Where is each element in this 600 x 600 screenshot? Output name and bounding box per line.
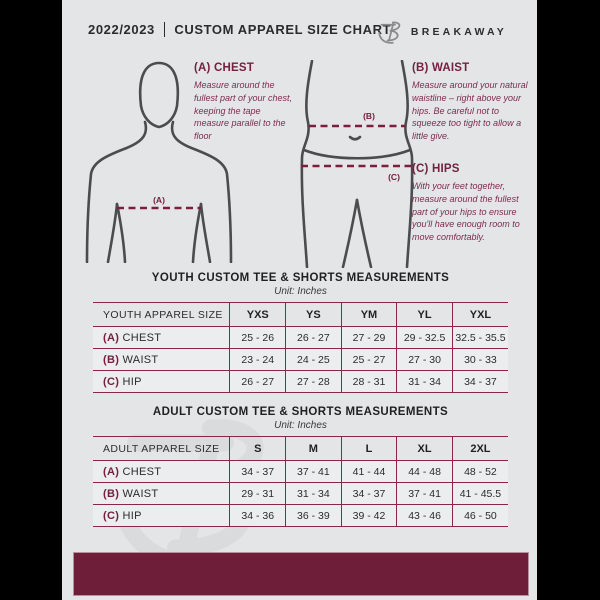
size-range-cell: 46 - 50 <box>452 505 508 527</box>
size-range-cell: 27 - 30 <box>397 349 453 371</box>
size-range-cell: 30 - 33 <box>452 349 508 371</box>
measurement-key: (A) <box>103 331 120 344</box>
measurement-name: CHEST <box>119 465 162 478</box>
footer-bar <box>73 552 529 596</box>
waist-instruction-title: (B) WAIST <box>412 62 470 74</box>
youth-size-table <box>93 302 508 393</box>
size-range-cell: 41 - 45.5 <box>452 483 508 505</box>
measurement-row <box>93 461 508 483</box>
adult-size-table <box>93 436 508 527</box>
measurement-key: (A) <box>103 465 120 478</box>
hips-instruction-text: With your feet together, measure around the fullest part of your hips to ensure you'll have enough room to move comfortably. <box>412 181 520 243</box>
size-range-cell: 27 - 28 <box>286 371 342 393</box>
size-range-cell: 43 - 46 <box>397 505 453 527</box>
size-range-cell: 44 - 48 <box>397 461 453 483</box>
measurement-row <box>93 349 508 371</box>
size-range-cell: 31 - 34 <box>397 371 453 393</box>
adult-section <box>93 406 508 527</box>
size-range-cell: 25 - 26 <box>230 327 286 349</box>
lower-body-figure <box>297 60 417 268</box>
size-range-cell: 26 - 27 <box>230 371 286 393</box>
page-title: CUSTOM APPAREL SIZE CHART <box>174 22 392 37</box>
measurement-row <box>93 371 508 393</box>
measurement-name: CHEST <box>119 331 162 344</box>
header-divider <box>164 22 166 37</box>
adult-section-unit: Unit: Inches <box>274 420 327 431</box>
page <box>62 0 537 600</box>
size-range-cell: 26 - 27 <box>286 327 342 349</box>
size-range-cell: 41 - 44 <box>341 461 397 483</box>
breakaway-logo-icon <box>377 18 404 45</box>
measurement-row-label <box>93 461 230 483</box>
size-range-cell: 31 - 34 <box>286 483 342 505</box>
row-label-column-header: ADULT APPAREL SIZE <box>103 442 220 455</box>
brand-name: BREAKAWAY <box>410 25 507 38</box>
measurement-name: HIP <box>119 375 142 388</box>
measurement-key: (C) <box>103 375 120 388</box>
row-label-column-header: YOUTH APPAREL SIZE <box>103 308 223 321</box>
measurement-key: (B) <box>103 353 120 366</box>
measurement-row-label <box>93 327 230 349</box>
size-range-cell: 34 - 36 <box>230 505 286 527</box>
adult-section-title: ADULT CUSTOM TEE & SHORTS MEASUREMENTS <box>152 406 449 418</box>
size-column-header: YXS <box>230 303 286 327</box>
size-range-cell: 23 - 24 <box>230 349 286 371</box>
size-range-cell: 28 - 31 <box>341 371 397 393</box>
waist-instruction-text: Measure around your natural waistline – right above your hips. Be careful not to squeeze too tight to allow a little give. <box>412 80 528 142</box>
measurement-name: HIP <box>119 509 142 522</box>
measurement-row <box>93 327 508 349</box>
size-column-header: XL <box>397 437 453 461</box>
measurement-row <box>93 505 508 527</box>
size-range-cell: 24 - 25 <box>286 349 342 371</box>
size-range-cell: 34 - 37 <box>452 371 508 393</box>
chest-marker-label: (A) <box>153 195 165 205</box>
size-range-cell: 48 - 52 <box>452 461 508 483</box>
waist-marker-label: (B) <box>363 111 375 121</box>
measurement-key: (B) <box>103 487 120 500</box>
chest-instruction-text: Measure around the fullest part of your chest, keeping the tape measure parallel to the floor <box>194 80 293 142</box>
measurement-row-label <box>93 349 230 371</box>
hips-instruction <box>412 163 530 244</box>
measurement-name: WAIST <box>119 487 159 500</box>
size-column-header: YM <box>341 303 397 327</box>
size-range-cell: 34 - 37 <box>341 483 397 505</box>
table-header-row <box>93 303 508 327</box>
measurement-row-label <box>93 483 230 505</box>
size-range-cell: 37 - 41 <box>397 483 453 505</box>
table-header-row <box>93 437 508 461</box>
measurement-name: WAIST <box>119 353 159 366</box>
document-header <box>88 22 391 37</box>
size-range-cell: 37 - 41 <box>286 461 342 483</box>
size-column-header: 2XL <box>452 437 508 461</box>
size-range-cell: 29 - 32.5 <box>397 327 453 349</box>
size-column-header: YS <box>286 303 342 327</box>
size-column-header: YXL <box>452 303 508 327</box>
youth-section-unit: Unit: Inches <box>274 286 327 297</box>
measurement-key: (C) <box>103 509 120 522</box>
hips-instruction-title: (C) HIPS <box>412 163 460 175</box>
size-column-header: S <box>230 437 286 461</box>
waist-instruction <box>412 62 528 143</box>
size-range-cell: 36 - 39 <box>286 505 342 527</box>
chest-instruction-title: (A) CHEST <box>194 62 254 74</box>
chest-instruction <box>194 62 296 143</box>
size-range-cell: 34 - 37 <box>230 461 286 483</box>
measurement-row-label <box>93 505 230 527</box>
size-range-cell: 39 - 42 <box>341 505 397 527</box>
size-column-header: M <box>286 437 342 461</box>
brand-block <box>377 18 507 45</box>
hip-marker-label: (C) <box>388 172 400 182</box>
youth-section <box>93 272 508 393</box>
youth-section-title: YOUTH CUSTOM TEE & SHORTS MEASUREMENTS <box>151 272 450 284</box>
size-range-cell: 29 - 31 <box>230 483 286 505</box>
size-column-header: L <box>341 437 397 461</box>
size-range-cell: 32.5 - 35.5 <box>452 327 508 349</box>
size-range-cell: 25 - 27 <box>341 349 397 371</box>
measurement-row <box>93 483 508 505</box>
size-range-cell: 27 - 29 <box>341 327 397 349</box>
size-column-header: YL <box>397 303 453 327</box>
measurement-row-label <box>93 371 230 393</box>
season-label: 2022/2023 <box>88 22 155 37</box>
